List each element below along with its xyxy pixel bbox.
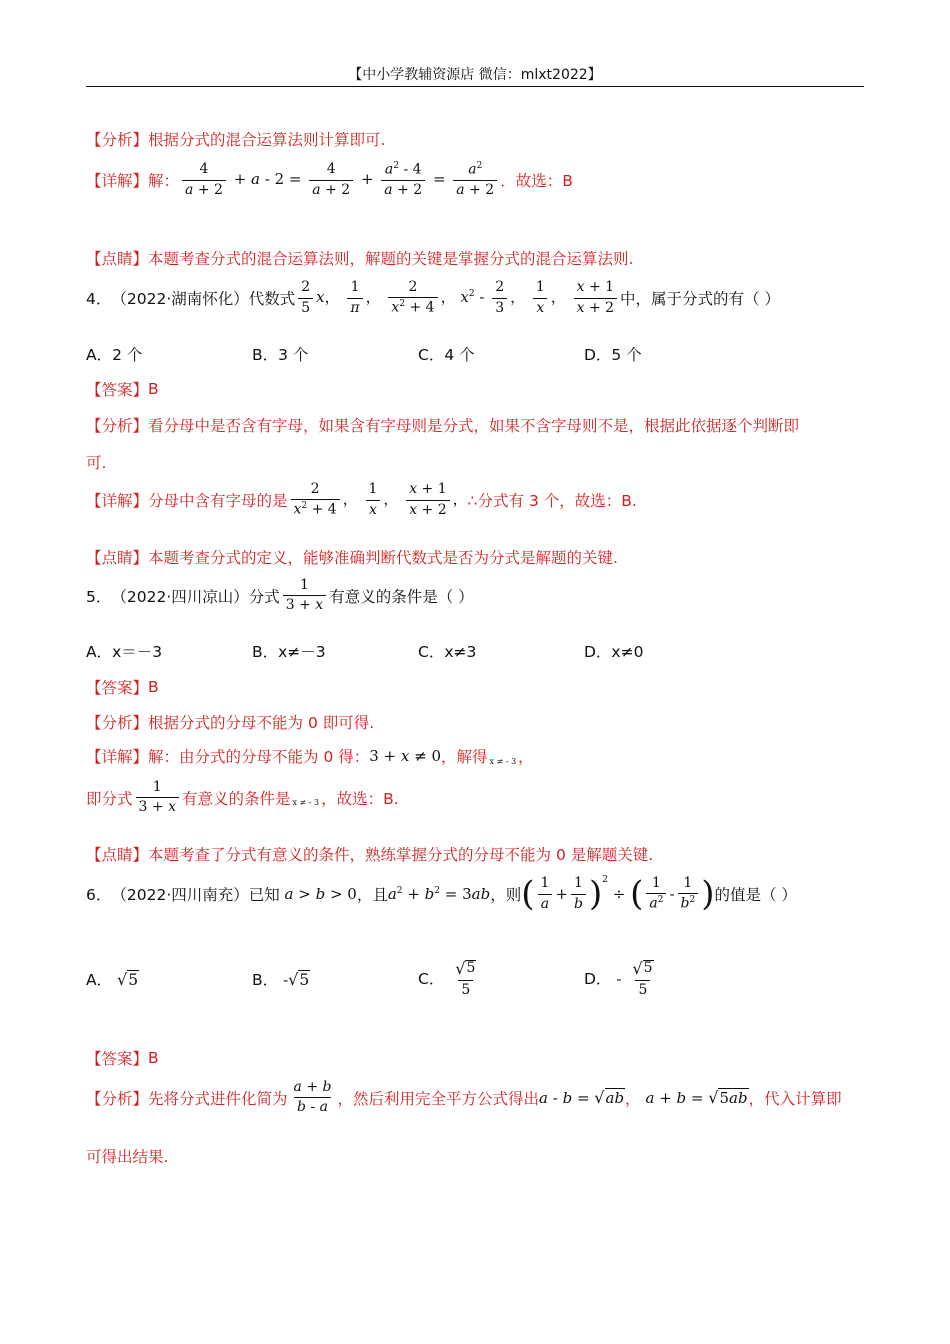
q5-line2-prefix: 即分式: [86, 789, 133, 808]
q4-comment-line: [86, 546, 618, 568]
q5-stem-end: 有意义的条件是（ ）: [329, 587, 474, 606]
q4-stem: [86, 280, 780, 316]
q6-option-b: B． - √ 5: [252, 970, 310, 990]
q5-fraction: $\frac{1}{3 + x}$: [280, 578, 329, 614]
q4-answer-line: [86, 378, 159, 400]
comment-tag: 【点睛】: [86, 549, 149, 567]
q6-options: [86, 960, 750, 999]
q6-expression: ( $\frac{1}{a}$ + $\frac{1}{b}$ ) $^2$ ÷ ( $\frac{1}{a^2}$ - $\frac{1}{b^2}$ ): [521, 874, 715, 915]
q6-simplified-fraction: $\frac{a + b}{b - a}$: [293, 1079, 332, 1116]
q4-analysis-line: [86, 414, 799, 436]
q5-option-c: C．x≠3: [418, 643, 477, 661]
q6-answer: B: [148, 1049, 159, 1067]
q5-number: 5．: [86, 587, 112, 606]
q4-detail-suffix: ∴分式有 3 个，故选：B.: [467, 492, 637, 511]
q4-option-b: B．3 个: [252, 346, 309, 364]
q3-detail-prefix: 解：: [148, 172, 180, 191]
q6-option-c: C． √ 5 5: [418, 959, 476, 999]
analysis-tag: 【分析】: [86, 417, 149, 435]
q4-expressions: $\frac{2}{5}$ x， $\frac{1}{\pi}$ ， $\frac{2}{x^2 + 4}$ ， $x^2$ - $\frac{2}{3}$ ， $\frac{1}{x}$ ， $\frac{x + 1}{x + 2}$: [295, 280, 620, 316]
q5-detail-prefix: 解：由分式的分母不能为 0 得：: [148, 748, 370, 766]
q6-analysis-text2: 可得出结果.: [86, 1148, 169, 1166]
q6-stem: [86, 874, 797, 915]
q5-detail-mid: ，解得: [441, 748, 488, 766]
analysis-tag: 【分析】: [86, 1089, 149, 1108]
q3-analysis-line: [86, 128, 385, 150]
q6-stem-end: 的值是（ ）: [714, 886, 797, 905]
q6-source: （2022·四川南充）已知: [111, 886, 280, 905]
q3-detail-suffix: ．故选：B: [500, 172, 573, 191]
q4-option-c: C．4 个: [418, 346, 475, 364]
q3-comment-text: 本题考查分式的混合运算法则，解题的关键是掌握分式的混合运算法则.: [148, 250, 634, 268]
q3-analysis-text: 根据分式的混合运算法则计算即可.: [148, 131, 386, 149]
q6-analysis-suffix: ，代入计算即: [748, 1089, 842, 1108]
q4-detail-fractions: $\frac{2}{x^2 + 4}$ ， $\frac{1}{x}$ ， $\frac{x + 1}{x + 2}$ ，: [288, 482, 468, 518]
q5-analysis-line: [86, 711, 374, 733]
q3-detail-line: [86, 162, 573, 198]
answer-tag: 【答案】: [86, 679, 149, 697]
q5-tiny-condition: x ≠ - 3: [489, 756, 517, 766]
q6-analysis-line2: [86, 1145, 168, 1167]
q4-analysis-text2: 可.: [86, 454, 107, 472]
q6-number: 6．: [86, 886, 112, 905]
q6-condition-2: $a^2 + b^2 = 3ab$: [387, 885, 491, 904]
q5-comment-line: [86, 843, 653, 865]
q6-analysis-mid: ，然后利用完全平方公式得出: [337, 1089, 540, 1108]
q6-identity-1: a - b = √ ab: [539, 1088, 625, 1108]
q5-analysis-text: 根据分式的分母不能为 0 即可得.: [148, 714, 375, 732]
q6-stem-mid1: ，且: [356, 886, 388, 905]
q5-answer-line: [86, 676, 159, 698]
q5-answer: B: [148, 678, 159, 696]
q5-line2-mid: 有意义的条件是: [181, 789, 291, 808]
comment-tag: 【点睛】: [86, 250, 149, 268]
q4-source: （2022·湖南怀化）代数式: [111, 290, 296, 309]
q5-fraction-2: $\frac{1}{3 + x}$: [133, 780, 182, 816]
q4-detail-prefix: 分母中含有字母的是: [148, 492, 288, 511]
q4-detail-line: [86, 482, 637, 518]
q5-line2-suffix: ，故选：B.: [321, 789, 399, 808]
detail-tag: 【详解】: [86, 748, 149, 766]
q4-analysis-line2: [86, 451, 106, 473]
q5-inequality: 3 + x ≠ 0: [369, 747, 442, 765]
q5-stem: [86, 578, 474, 614]
q4-answer: B: [148, 380, 159, 398]
q4-comment-text: 本题考查分式的定义，能够准确判断代数式是否为分式是解题的关键.: [148, 549, 618, 567]
q5-detail-line: 【详解】 解：由分式的分母不能为 0 得： 3 + x ≠ 0 ，解得 x ≠ - 3 ，: [86, 747, 534, 766]
q6-stem-mid2: ，则: [490, 886, 522, 905]
q5-tiny-condition-2: x ≠ - 3: [292, 798, 320, 808]
q4-option-a: A．2 个: [86, 346, 143, 364]
answer-tag: 【答案】: [86, 381, 149, 399]
q6-condition-1: a > b > 0: [284, 885, 357, 904]
q3-comment-line: [86, 247, 633, 269]
q6-answer-line: [86, 1047, 159, 1069]
q5-option-b: B．x≠－3: [252, 643, 326, 661]
q4-option-d: D．5 个: [584, 346, 642, 364]
q5-option-d: D．x≠0: [584, 643, 644, 661]
q4-number: 4．: [86, 290, 112, 309]
page-header: 【中小学教辅资源店 微信：mlxt2022】: [348, 67, 602, 83]
q5-comment-text: 本题考查了分式有意义的条件，熟练掌握分式的分母不能为 0 是解题关键.: [148, 846, 654, 864]
q4-analysis-text1: 看分母中是否含有字母，如果含有字母则是分式，如果不含字母则不是，根据此依据逐个判断即: [148, 417, 800, 435]
analysis-tag: 【分析】: [86, 131, 149, 149]
q6-identity-2: a + b = √ 5ab: [645, 1088, 748, 1108]
comment-tag: 【点睛】: [86, 846, 149, 864]
q5-options: [86, 640, 750, 662]
q5-option-a: A．x＝－3: [86, 643, 163, 661]
q6-analysis-line: 【分析】 先将分式进件化简为 $\frac{a + b}{b - a}$ ，然后利用完全平方公式得出 a - b = √ ab ， a + b = √ 5ab ，代入计算即: [86, 1079, 842, 1116]
q6-option-d: D． - √ 5 5: [584, 959, 653, 999]
detail-tag: 【详解】: [86, 172, 149, 191]
q6-analysis-prefix: 先将分式进件化简为: [148, 1089, 288, 1108]
answer-tag: 【答案】: [86, 1050, 149, 1068]
q5-source: （2022·四川凉山）分式: [111, 587, 280, 606]
q4-options: [86, 343, 750, 365]
q6-option-a: A． √ 5: [86, 970, 139, 990]
q4-stem-end: 中，属于分式的有（ ）: [620, 290, 780, 309]
analysis-tag: 【分析】: [86, 714, 149, 732]
q5-detail-line2: [86, 780, 399, 816]
q3-equation: $\frac{4}{a + 2}$ + a - 2 = $\frac{4}{a + 2}$ + $\frac{a^2 - 4}{a + 2}$ = $\frac{a^2}{a + 2}$: [179, 162, 500, 198]
detail-tag: 【详解】: [86, 492, 149, 511]
header-divider: [86, 86, 864, 87]
